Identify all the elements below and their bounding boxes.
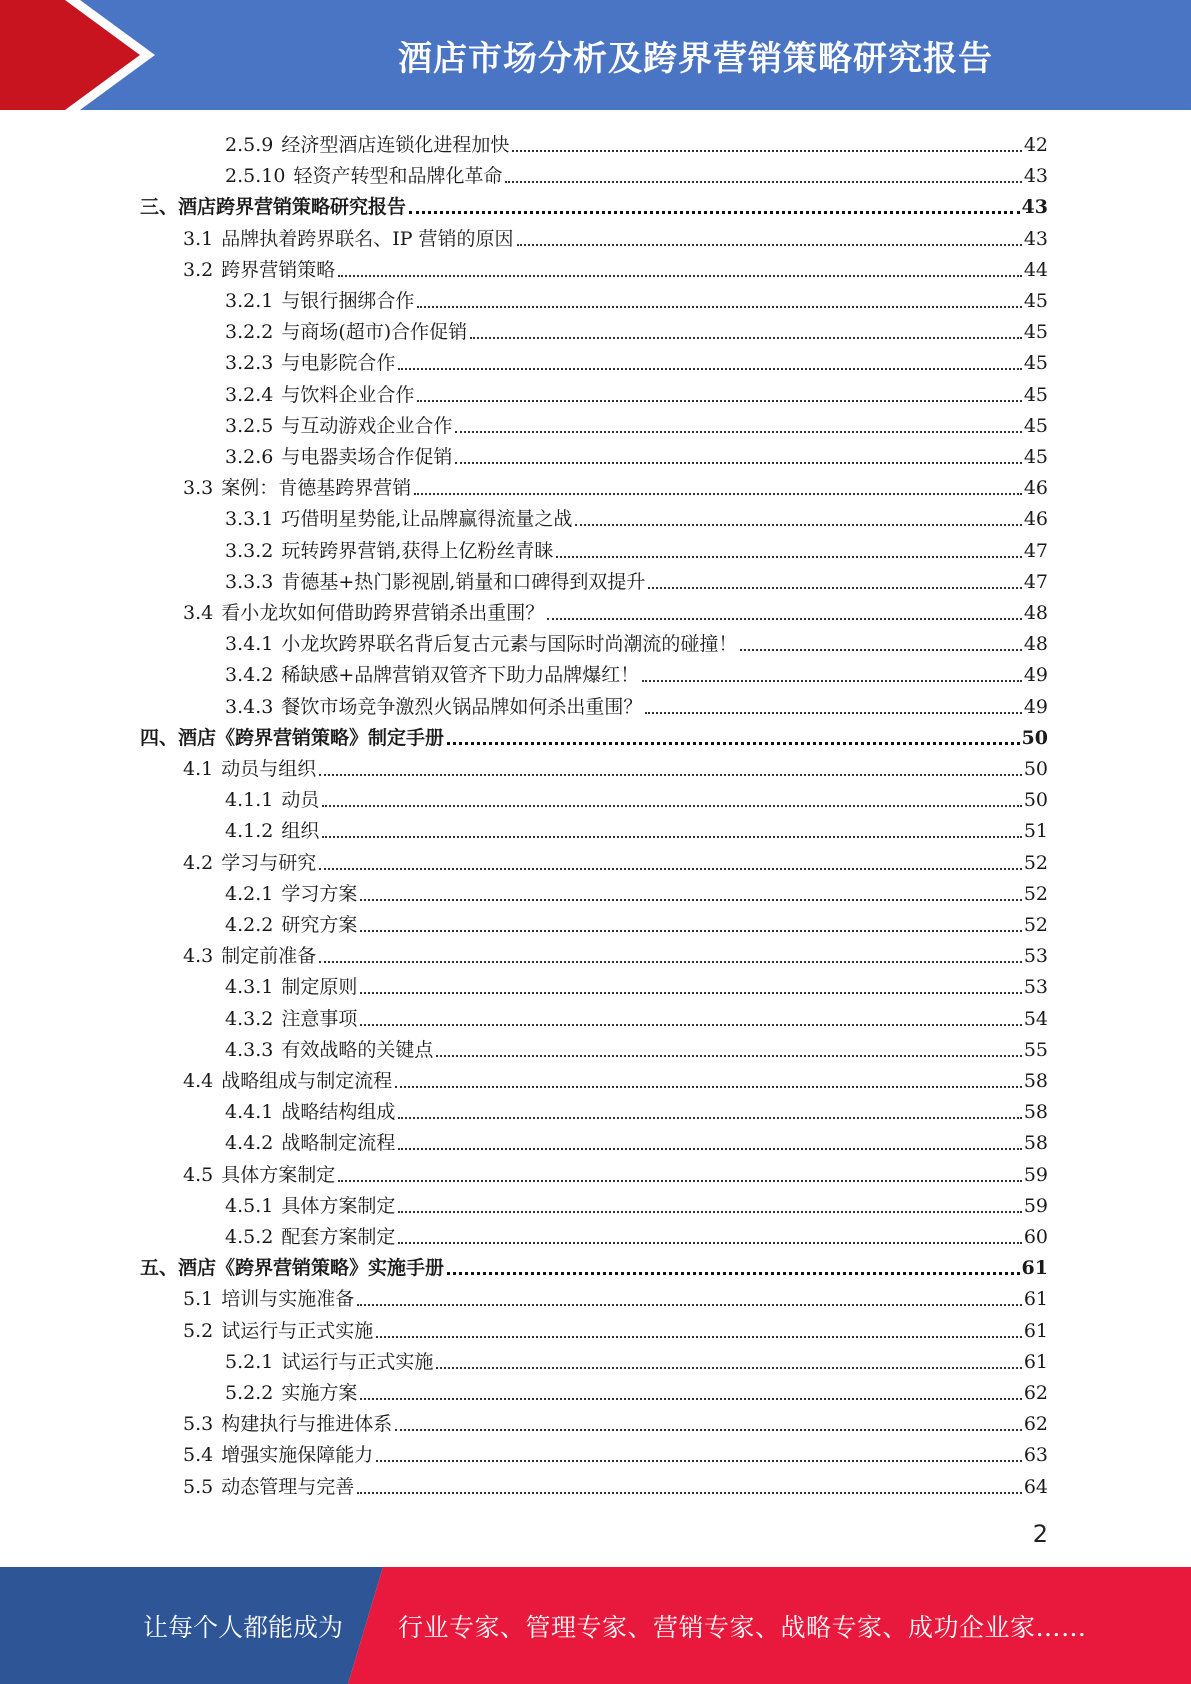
toc-entry[interactable] — [225, 1218, 1048, 1249]
footer-slogan-left: 让每个人都能成为 — [143, 1612, 344, 1642]
toc-entry-page: 50 — [1021, 726, 1048, 749]
toc-entry-page: 52 — [1023, 851, 1048, 874]
toc-leader-dots — [395, 1428, 1022, 1431]
toc-entry-title: 注意事项 — [281, 1007, 358, 1030]
toc-entry-title: 战略结构组成 — [281, 1101, 396, 1124]
toc-entry-number: 4.3.3 — [225, 1038, 274, 1061]
toc-entry-title: 五、酒店《跨界营销策略》实施手册 — [140, 1257, 445, 1280]
toc-entry[interactable] — [225, 344, 1048, 375]
toc-entry[interactable] — [183, 469, 1048, 500]
toc-entry-title: 与饮料企业合作 — [281, 383, 415, 406]
toc-entry-page: 51 — [1023, 820, 1048, 843]
toc-entry-number: 4.2.1 — [225, 882, 274, 905]
report-title: 酒店市场分析及跨界营销策略研究报告 — [398, 38, 993, 79]
toc-entry-title: 战略组成与制定流程 — [221, 1070, 393, 1092]
toc-leader-dots — [409, 210, 1020, 214]
toc-entry-page: 52 — [1023, 914, 1048, 936]
toc-entry-title: 跨界营销策略 — [221, 258, 336, 281]
toc-leader-dots — [417, 399, 1021, 402]
toc-entry-title: 与电器卖场合作促销 — [281, 446, 453, 468]
footer-slogan-right: 行业专家、管理专家、营销专家、战略专家、成功企业家…… — [398, 1612, 1087, 1642]
toc-leader-dots — [512, 149, 1021, 152]
toc-entry-page: 47 — [1023, 539, 1048, 562]
toc-entry[interactable] — [225, 313, 1048, 344]
toc-entry-number: 3.2.3 — [225, 352, 274, 375]
toc-entry-page: 53 — [1023, 945, 1048, 968]
toc-leader-dots — [360, 1023, 1021, 1026]
toc-leader-dots — [319, 960, 1022, 963]
toc-entry-number: 3.3.3 — [225, 570, 274, 593]
toc-entry[interactable] — [225, 126, 1048, 157]
toc-entry-page: 45 — [1023, 383, 1048, 406]
toc-entry-title: 玩转跨界营销,获得上亿粉丝青睐 — [281, 539, 554, 562]
toc-entry-number: 4.3.1 — [225, 976, 274, 999]
toc-entry-page: 46 — [1023, 477, 1048, 500]
toc-entry-page: 62 — [1023, 1382, 1048, 1404]
toc-entry-title: 案例：肯德基跨界营销 — [221, 477, 412, 500]
toc-entry-title: 经济型酒店连锁化进程加快 — [281, 134, 510, 156]
toc-entry[interactable] — [225, 1343, 1048, 1374]
toc-entry-page: 62 — [1023, 1413, 1048, 1436]
toc-leader-dots — [645, 711, 1021, 714]
toc-entry-page: 49 — [1023, 664, 1048, 687]
toc-entry-page: 60 — [1023, 1226, 1048, 1248]
toc-entry-page: 45 — [1023, 414, 1048, 437]
toc-entry[interactable] — [140, 1249, 1048, 1280]
toc-entry[interactable] — [183, 937, 1048, 968]
toc-entry-number: 4.4.2 — [225, 1132, 274, 1155]
toc-entry[interactable] — [225, 1187, 1048, 1218]
toc-entry-page: 45 — [1023, 290, 1048, 312]
toc-entry-page: 52 — [1023, 882, 1048, 905]
toc-entry-title: 培训与实施准备 — [221, 1288, 355, 1311]
toc-leader-dots — [436, 1366, 1021, 1369]
toc-leader-dots — [575, 523, 1021, 526]
toc-entry-title: 看小龙坎如何借助跨界营销杀出重围？ — [221, 602, 545, 624]
toc-entry-title: 构建执行与推进体系 — [221, 1413, 393, 1436]
toc-entry-title: 试运行与正式实施 — [281, 1350, 434, 1373]
toc-leader-dots — [517, 243, 1022, 246]
toc-entry-number: 4.5.2 — [225, 1226, 274, 1248]
toc-leader-dots — [319, 773, 1022, 776]
toc-leader-dots — [360, 929, 1021, 932]
toc-entry-number: 4.3 — [183, 945, 214, 968]
toc-leader-dots — [414, 492, 1022, 495]
toc-entry-title: 稀缺感+品牌营销双管齐下助力品牌爆红！ — [281, 664, 640, 687]
toc-entry-number: 4.1.1 — [225, 789, 274, 812]
toc-leader-dots — [398, 367, 1021, 370]
toc-entry[interactable] — [225, 438, 1048, 469]
toc-entry-page: 58 — [1023, 1132, 1048, 1155]
toc-entry-title: 与商场(超市)合作促销 — [281, 321, 468, 344]
toc-entry-page: 54 — [1023, 1007, 1048, 1030]
toc-leader-dots — [360, 1397, 1021, 1400]
toc-entry-page: 45 — [1023, 352, 1048, 375]
toc-entry-number: 5.2.1 — [225, 1350, 274, 1373]
toc-entry-page: 43 — [1023, 227, 1048, 250]
toc-entry-page: 58 — [1023, 1101, 1048, 1124]
toc-entry-number: 3.3.2 — [225, 539, 274, 562]
toc-entry-title: 与电影院合作 — [281, 352, 396, 375]
toc-entry-number: 2.5.10 — [225, 165, 286, 188]
toc-leader-dots — [648, 586, 1021, 589]
toc-entry-title: 动态管理与完善 — [221, 1475, 355, 1498]
toc-entry-title: 增强实施保障能力 — [221, 1444, 374, 1467]
toc-entry[interactable] — [183, 594, 1048, 625]
toc-entry-title: 试运行与正式实施 — [221, 1319, 374, 1342]
toc-entry-page: 50 — [1023, 789, 1048, 812]
toc-entry-page: 45 — [1023, 446, 1048, 468]
toc-entry-number: 4.2 — [183, 851, 214, 874]
toc-entry-number: 3.2.1 — [225, 290, 274, 312]
toc-entry-number: 4.4.1 — [225, 1101, 274, 1124]
toc-entry-page: 53 — [1023, 976, 1048, 999]
toc-entry[interactable] — [183, 1062, 1048, 1093]
toc-leader-dots — [740, 648, 1021, 651]
toc-entry-number: 3.3.1 — [225, 508, 274, 531]
page-footer — [0, 1567, 1191, 1684]
toc-entry-title: 组织 — [281, 820, 320, 843]
toc-entry-page: 44 — [1023, 258, 1048, 281]
toc-leader-dots — [376, 1335, 1022, 1338]
toc-entry-number: 3.2.6 — [225, 446, 274, 468]
toc-entry-title: 与银行捆绑合作 — [281, 290, 415, 312]
toc-leader-dots — [357, 1491, 1022, 1494]
toc-leader-dots — [470, 336, 1022, 339]
page-number: 2 — [1032, 1520, 1048, 1548]
toc-leader-dots — [322, 835, 1021, 838]
toc-entry-page: 43 — [1021, 196, 1048, 219]
toc-entry[interactable] — [225, 781, 1048, 812]
toc-entry[interactable] — [225, 376, 1048, 407]
toc-entry-number: 2.5.9 — [225, 134, 274, 156]
toc-entry-page: 61 — [1023, 1319, 1048, 1342]
toc-entry-title: 具体方案制定 — [281, 1194, 396, 1217]
toc-leader-dots — [447, 1271, 1020, 1275]
toc-entry-title: 动员与组织 — [221, 758, 317, 780]
toc-entry[interactable] — [225, 500, 1048, 531]
toc-entry-number: 4.3.2 — [225, 1007, 274, 1030]
toc-entry-number: 3.4.1 — [225, 633, 274, 656]
toc-entry-number: 5.1 — [183, 1288, 214, 1311]
toc-entry[interactable] — [183, 220, 1048, 251]
toc-entry-page: 58 — [1023, 1070, 1048, 1092]
toc-entry[interactable] — [183, 251, 1048, 282]
toc-entry-title: 四、酒店《跨界营销策略》制定手册 — [140, 726, 445, 749]
toc-entry[interactable] — [225, 1124, 1048, 1155]
toc-entry-number: 3.2.5 — [225, 414, 274, 437]
toc-leader-dots — [338, 1179, 1022, 1182]
toc-leader-dots — [642, 679, 1022, 682]
toc-entry-page: 61 — [1021, 1257, 1048, 1280]
toc-entry-title: 学习方案 — [281, 882, 358, 905]
toc-leader-dots — [398, 1210, 1021, 1213]
toc-entry[interactable] — [225, 968, 1048, 999]
toc-leader-dots — [398, 1147, 1021, 1150]
toc-leader-dots — [447, 741, 1020, 745]
toc-entry-page: 48 — [1023, 602, 1048, 624]
toc-entry[interactable] — [225, 157, 1048, 188]
toc-entry[interactable] — [225, 1374, 1048, 1405]
toc-entry-number: 3.4.2 — [225, 664, 274, 687]
toc-entry-title: 轻资产转型和品牌化革命 — [293, 165, 503, 188]
toc-entry[interactable] — [140, 719, 1048, 750]
toc-entry[interactable] — [225, 625, 1048, 656]
toc-entry-number: 5.5 — [183, 1475, 214, 1498]
toc-leader-dots — [360, 991, 1021, 994]
toc-leader-dots — [395, 1085, 1022, 1088]
toc-entry-title: 配套方案制定 — [281, 1226, 396, 1248]
toc-entry[interactable] — [225, 906, 1048, 937]
toc-entry-title: 战略制定流程 — [281, 1132, 396, 1155]
toc-leader-dots — [398, 1116, 1021, 1119]
toc-entry-title: 餐饮市场竞争激烈火锅品牌如何杀出重围？ — [281, 695, 643, 718]
toc-leader-dots — [376, 1459, 1022, 1462]
toc-entry-number: 4.5 — [183, 1163, 214, 1186]
toc-entry-number: 5.4 — [183, 1444, 214, 1467]
toc-leader-dots — [417, 305, 1021, 308]
toc-leader-dots — [505, 180, 1021, 183]
toc-leader-dots — [357, 1303, 1022, 1306]
toc-entry-page: 59 — [1023, 1163, 1048, 1186]
toc-entry-page: 42 — [1023, 134, 1048, 156]
toc-leader-dots — [436, 1054, 1021, 1057]
toc-entry-page: 61 — [1023, 1350, 1048, 1373]
toc-entry-number: 5.2 — [183, 1319, 214, 1342]
toc-entry[interactable] — [183, 1405, 1048, 1436]
toc-entry-title: 制定前准备 — [221, 945, 317, 968]
toc-entry[interactable] — [183, 1312, 1048, 1343]
toc-entry-page: 50 — [1023, 758, 1048, 780]
toc-entry[interactable] — [225, 282, 1048, 313]
toc-entry[interactable] — [225, 812, 1048, 843]
toc-entry-number: 5.2.2 — [225, 1382, 274, 1404]
toc-entry-number: 4.2.2 — [225, 914, 274, 936]
toc-entry-page: 47 — [1023, 570, 1048, 593]
toc-entry[interactable] — [225, 656, 1048, 687]
toc-leader-dots — [455, 461, 1021, 464]
toc-entry-title: 有效战略的关键点 — [281, 1038, 434, 1061]
toc-entry[interactable] — [225, 875, 1048, 906]
toc-entry-number: 3.2 — [183, 258, 214, 281]
toc-entry[interactable] — [225, 688, 1048, 719]
toc-entry-page: 55 — [1023, 1038, 1048, 1061]
toc-entry-number: 3.2.4 — [225, 383, 274, 406]
toc-entry-page: 43 — [1023, 165, 1048, 188]
toc-entry[interactable] — [183, 1280, 1048, 1311]
toc-leader-dots — [398, 1241, 1021, 1244]
toc-entry-number: 3.4.3 — [225, 695, 274, 718]
toc-entry-number: 5.3 — [183, 1413, 214, 1436]
toc-entry-title: 具体方案制定 — [221, 1163, 336, 1186]
toc-entry-number: 3.4 — [183, 602, 214, 624]
toc-entry-page: 64 — [1023, 1475, 1048, 1498]
toc-entry[interactable] — [225, 1031, 1048, 1062]
toc-entry-number: 4.4 — [183, 1070, 214, 1092]
toc-leader-dots — [360, 898, 1021, 901]
toc-entry[interactable] — [140, 188, 1048, 219]
toc-entry-title: 动员 — [281, 789, 320, 812]
toc-entry-number: 4.1 — [183, 758, 214, 780]
toc-entry-page: 48 — [1023, 633, 1048, 656]
toc-entry-page: 46 — [1023, 508, 1048, 531]
toc-entry-title: 三、酒店跨界营销策略研究报告 — [140, 196, 407, 219]
toc-entry[interactable] — [183, 750, 1048, 781]
toc-entry[interactable] — [225, 563, 1048, 594]
toc-leader-dots — [556, 555, 1021, 558]
toc-entry-title: 制定原则 — [281, 976, 358, 999]
toc-entry[interactable] — [183, 1156, 1048, 1187]
toc-entry[interactable] — [183, 844, 1048, 875]
toc-entry-page: 49 — [1023, 695, 1048, 718]
toc-entry-page: 61 — [1023, 1288, 1048, 1311]
toc-leader-dots — [547, 617, 1022, 620]
toc-leader-dots — [319, 867, 1022, 870]
toc-entry[interactable] — [225, 407, 1048, 438]
toc-entry-number: 3.1 — [183, 227, 214, 250]
toc-entry-title: 小龙坎跨界联名背后复古元素与国际时尚潮流的碰撞！ — [281, 633, 738, 656]
toc-entry[interactable] — [183, 1468, 1048, 1499]
toc-entry-title: 肯德基+热门影视剧,销量和口碑得到双提升 — [281, 570, 646, 593]
toc-entry-number: 4.1.2 — [225, 820, 274, 843]
toc-entry-title: 与互动游戏企业合作 — [281, 414, 453, 437]
toc-entry-page: 59 — [1023, 1194, 1048, 1217]
toc-leader-dots — [455, 430, 1021, 433]
toc-entry-title: 研究方案 — [281, 914, 358, 936]
toc-entry-number: 4.5.1 — [225, 1194, 274, 1217]
toc-entry[interactable] — [225, 1000, 1048, 1031]
toc-entry-number: 3.2.2 — [225, 321, 274, 344]
toc-entry-title: 巧借明星势能,让品牌赢得流量之战 — [281, 508, 573, 531]
toc-entry-page: 63 — [1023, 1444, 1048, 1467]
toc-leader-dots — [322, 804, 1021, 807]
toc-entry-page: 45 — [1023, 321, 1048, 344]
toc-entry[interactable] — [225, 532, 1048, 563]
toc-entry-number: 3.3 — [183, 477, 214, 500]
toc-leader-dots — [338, 274, 1022, 277]
toc-entry-title: 学习与研究 — [221, 851, 317, 874]
toc-entry-title: 品牌执着跨界联名、IP 营销的原因 — [221, 227, 514, 250]
page-header — [0, 0, 1191, 110]
toc-entry[interactable] — [183, 1436, 1048, 1467]
toc-entry-title: 实施方案 — [281, 1382, 358, 1404]
toc-entry[interactable] — [225, 1093, 1048, 1124]
